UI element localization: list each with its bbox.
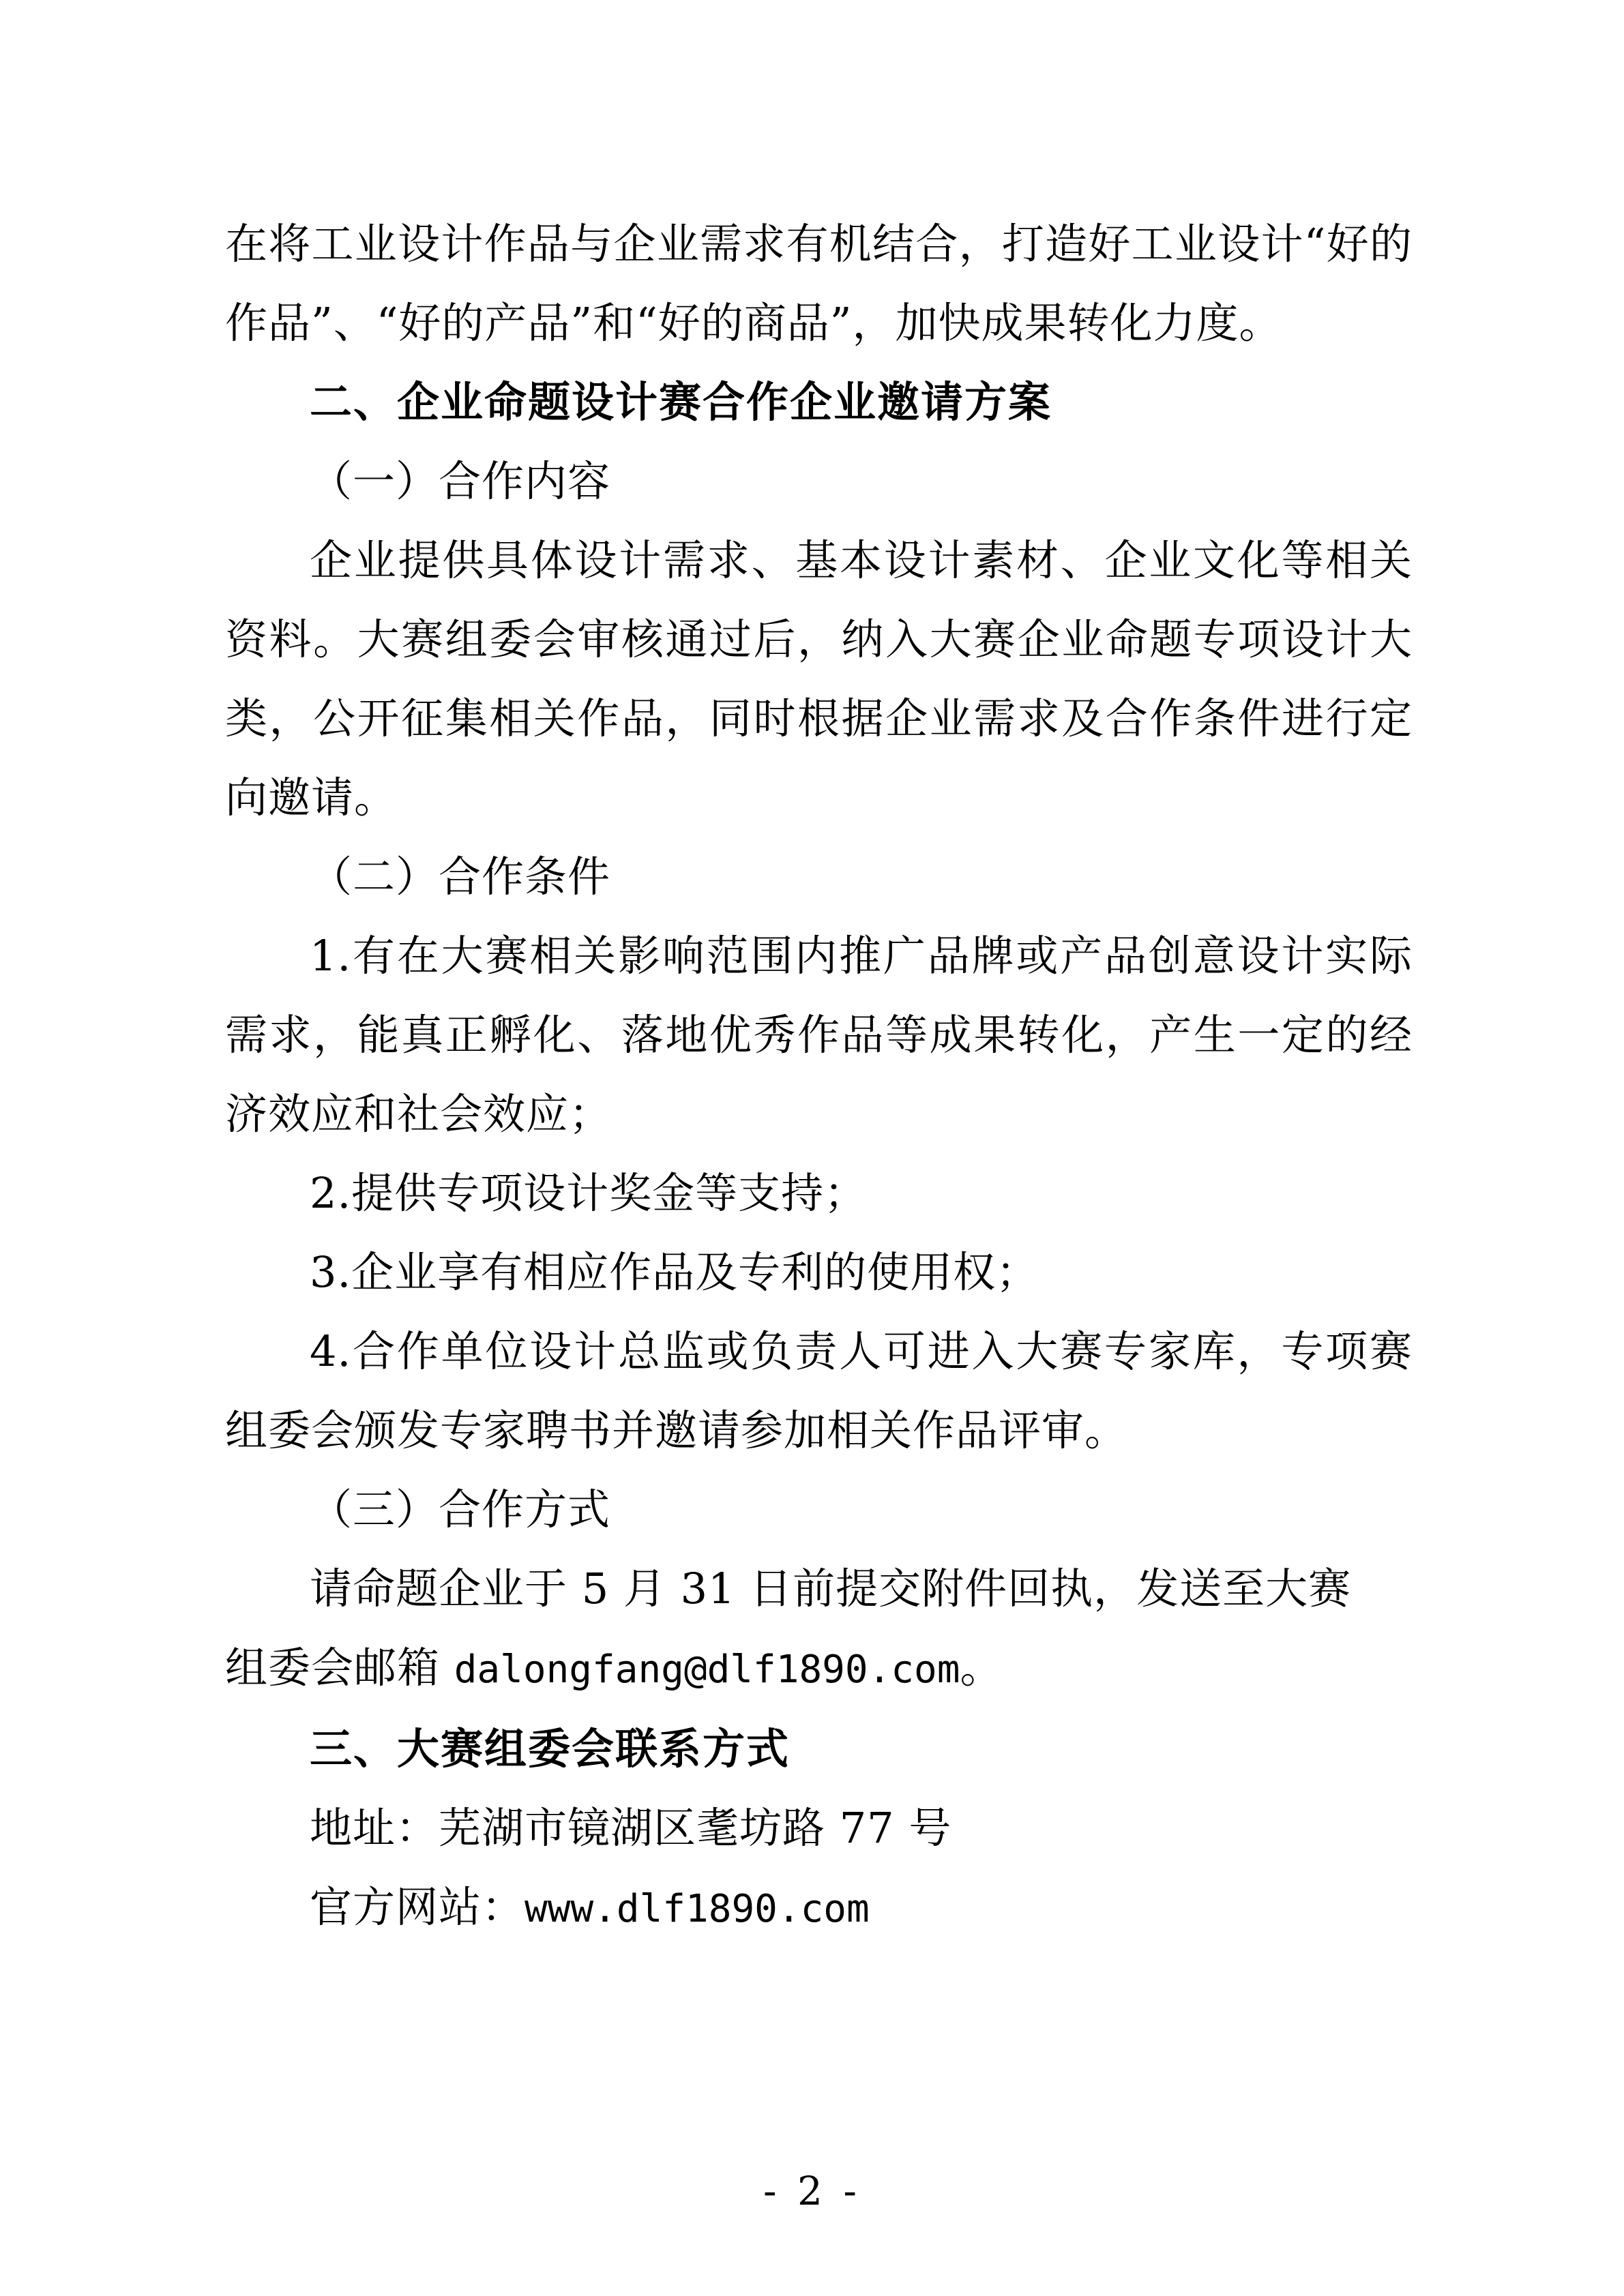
contact-website xyxy=(225,1868,1413,1949)
paragraph-opening: 在将工业设计作品与企业需求有机结合，打造好工业设计“好的作品”、“好的产品”和“好的商品”，加快成果转化力度。 xyxy=(225,219,1413,348)
paragraph-cooperation-content: 企业提供具体设计需求、基本设计素材、企业文化等相关资料。大赛组委会审核通过后，纳入大赛企业命题专项设计大类，公开征集相关作品，同时根据企业需求及合作条件进行定向邀请。 xyxy=(225,535,1413,822)
email-address: dalongfang@dlf1890.com xyxy=(454,1648,960,1692)
contact-address xyxy=(225,1789,1413,1868)
contact-website-value: www.dlf1890.com xyxy=(525,1887,870,1931)
page-number-footer: - 2 - xyxy=(763,2168,861,2214)
list-item-3: 3.企业享有相应作品及专利的使用权； xyxy=(310,1247,1039,1297)
list-item-2: 2.提供专项设计奖金等支持； xyxy=(310,1168,868,1218)
contact-address-label: 地址： xyxy=(310,1803,439,1853)
paragraph-committee-email xyxy=(225,1628,1413,1710)
email-suffix: 。 xyxy=(960,1643,1003,1693)
list-item-4: 4.合作单位设计总监或负责人可进入大赛专家库，专项赛组委会颁发专家聘书并邀请参加相关作品评审。 xyxy=(225,1326,1413,1455)
list-item-1: 1.有在大赛相关影响范围内推广品牌或产品创意设计实际需求，能真正孵化、落地优秀作品等成果转化，产生一定的经济效应和社会效应； xyxy=(225,931,1413,1139)
contact-address-value: 芜湖市镜湖区耄坊路 77 号 xyxy=(439,1803,952,1853)
section-heading-three: 三、大赛组委会联系方式 xyxy=(310,1724,791,1774)
subheading-cooperation-method: （三）合作方式 xyxy=(310,1485,611,1534)
contact-website-label: 官方网站： xyxy=(310,1882,525,1932)
paragraph-submission-deadline: 请命题企业于 5 月 31 日前提交附件回执，发送至大赛 xyxy=(310,1564,1352,1613)
subheading-cooperation-content: （一）合作内容 xyxy=(310,456,611,506)
email-label: 组委会邮箱 xyxy=(225,1643,454,1693)
section-heading-two: 二、企业命题设计赛合作企业邀请方案 xyxy=(310,377,1052,427)
subheading-cooperation-conditions: （二）合作条件 xyxy=(310,852,611,901)
